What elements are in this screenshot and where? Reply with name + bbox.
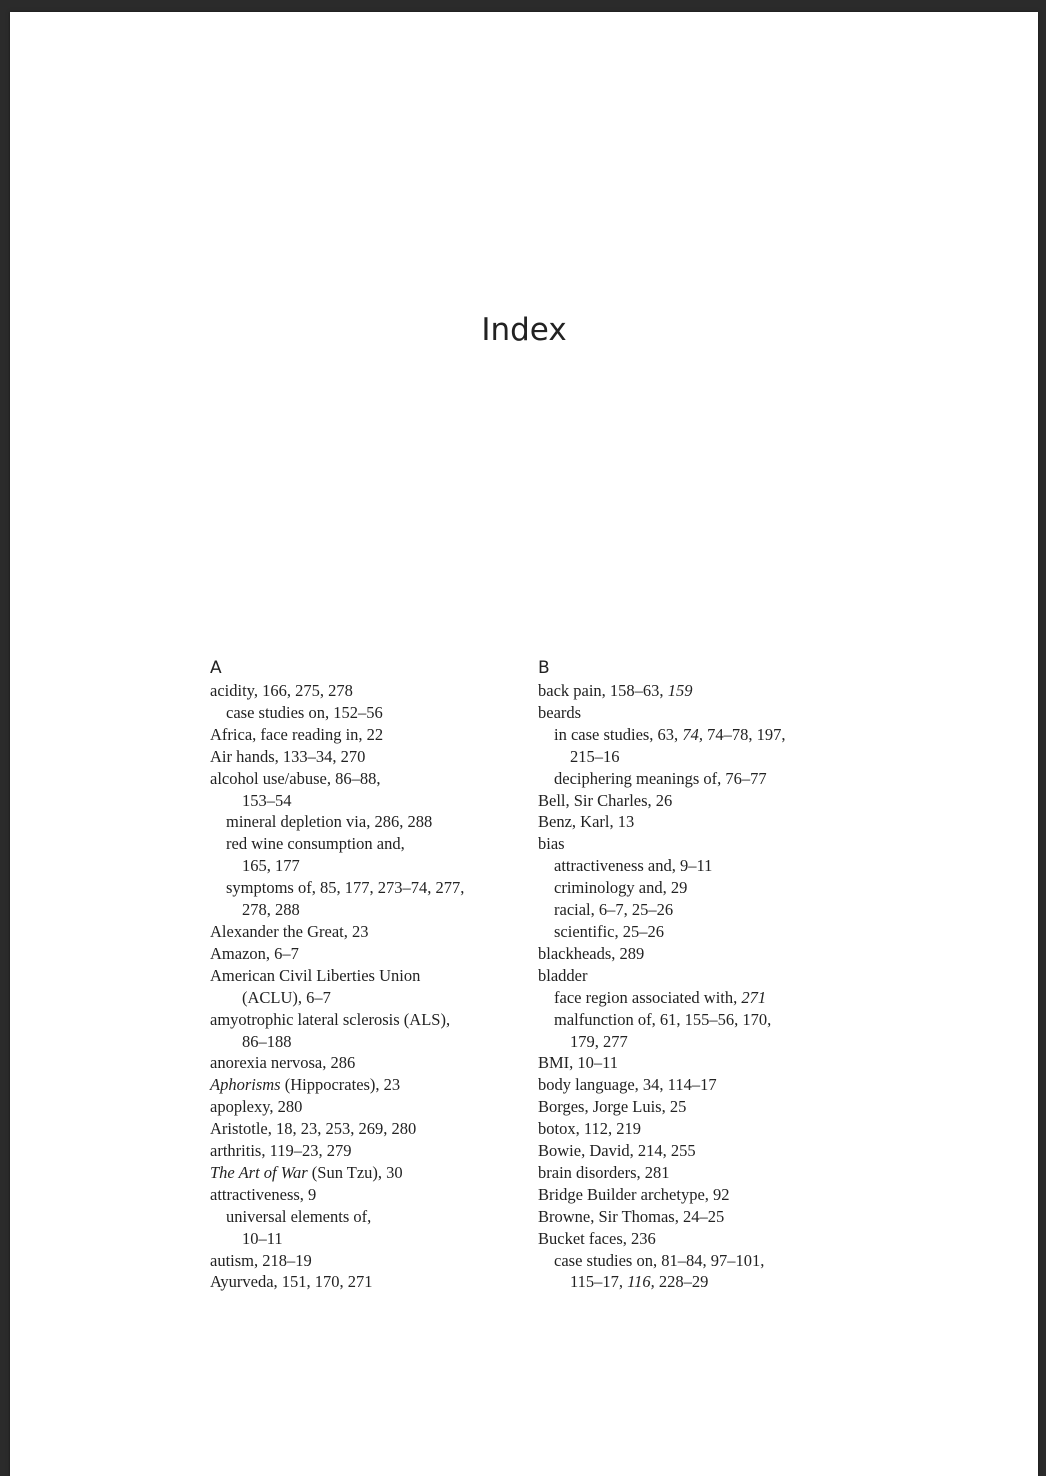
entry-text: Bridge Builder archetype, 92	[538, 1184, 730, 1204]
italic-text: 116,	[627, 1272, 655, 1292]
entry-text: case studies on, 81–84, 97–101,	[554, 1250, 765, 1270]
index-entry	[210, 1271, 510, 1293]
entry-text: red wine consumption and,	[226, 834, 405, 854]
index-subentry	[538, 921, 818, 943]
entry-text: Bell, Sir Charles, 26	[538, 790, 673, 810]
entry-text: Aristotle, 18, 23, 253, 269, 280	[210, 1119, 417, 1139]
index-subentry	[538, 768, 818, 790]
index-entry-continuation	[538, 1031, 818, 1053]
index-entry	[210, 724, 510, 746]
index-subentry	[210, 702, 510, 724]
entry-text: Borges, Jorge Luis, 25	[538, 1097, 687, 1117]
index-entry	[210, 943, 510, 965]
entry-text: beards	[538, 702, 582, 722]
index-subentry	[210, 811, 510, 833]
index-entry	[538, 1206, 818, 1228]
entry-text: acidity, 166, 275, 278	[210, 681, 353, 700]
index-subentry	[538, 724, 818, 746]
entry-text: botox, 112, 219	[538, 1119, 641, 1139]
page-title: Index	[481, 312, 567, 348]
entry-text: Amazon, 6–7	[210, 943, 299, 963]
entry-text: bias	[538, 834, 565, 854]
index-entry-continuation	[210, 790, 510, 812]
entry-text: blackheads, 289	[538, 943, 645, 963]
entry-text: 278, 288	[242, 900, 300, 920]
entry-text: Benz, Karl, 13	[538, 812, 635, 832]
index-subentry	[538, 1250, 818, 1272]
index-subentry	[538, 877, 818, 899]
entry-text: case studies on, 152–56	[226, 702, 383, 722]
index-entry	[210, 1250, 510, 1272]
index-subentry	[210, 877, 510, 899]
entry-text: mineral depletion via, 286, 288	[226, 812, 433, 832]
index-entry-continuation	[210, 899, 510, 921]
italic-text: 271	[741, 987, 767, 1007]
entry-text: malfunction of, 61, 155–56, 170,	[554, 1009, 772, 1029]
entry-text: anorexia nervosa, 286	[210, 1053, 356, 1073]
index-entry	[538, 702, 818, 724]
index-entry	[538, 811, 818, 833]
index-entry	[538, 790, 818, 812]
index-entry	[210, 680, 510, 702]
index-entry	[538, 1074, 818, 1096]
index-column-b	[538, 657, 818, 1293]
entry-text: amyotrophic lateral sclerosis (ALS),	[210, 1009, 451, 1029]
index-entries	[538, 680, 818, 1293]
index-entry-continuation	[210, 855, 510, 877]
index-entry	[210, 1162, 510, 1184]
entry-text: Ayurveda, 151, 170, 271	[210, 1272, 373, 1292]
italic-text: The Art of War	[210, 1162, 308, 1182]
entry-text: Alexander the Great, 23	[210, 921, 369, 941]
index-entry	[210, 1052, 510, 1074]
entry-text: attractiveness, 9	[210, 1184, 317, 1204]
entry-text: alcohol use/abuse, 86–88,	[210, 768, 381, 788]
entry-text: 179, 277	[570, 1031, 628, 1051]
italic-text: 159	[667, 681, 693, 700]
entry-text: back pain, 158–63,	[538, 681, 668, 700]
entry-text: 153–54	[242, 790, 292, 810]
entry-text: symptoms of, 85, 177, 273–74, 277,	[226, 878, 465, 898]
index-entry	[210, 1074, 510, 1096]
index-entry	[210, 921, 510, 943]
index-entry	[210, 746, 510, 768]
index-subentry	[210, 833, 510, 855]
index-entry	[538, 943, 818, 965]
entry-text: 74–78, 197,	[702, 724, 786, 744]
italic-text: 74,	[682, 724, 703, 744]
italic-text: Aphorisms	[210, 1075, 281, 1095]
index-subentry	[538, 899, 818, 921]
index-entry	[210, 1140, 510, 1162]
index-entry	[538, 1140, 818, 1162]
entry-text: 86–188	[242, 1031, 292, 1051]
index-entry	[210, 1184, 510, 1206]
index-entry	[538, 1228, 818, 1250]
entry-text: 215–16	[570, 746, 620, 766]
entry-text: criminology and, 29	[554, 878, 688, 898]
document-page	[10, 12, 1038, 1476]
index-entry	[538, 1096, 818, 1118]
index-subentry	[538, 987, 818, 1009]
entry-text: Air hands, 133–34, 270	[210, 746, 366, 766]
index-entry	[210, 768, 510, 790]
entry-text: racial, 6–7, 25–26	[554, 900, 674, 920]
entry-text: BMI, 10–11	[538, 1053, 619, 1073]
index-entry	[538, 833, 818, 855]
index-entry	[210, 1118, 510, 1140]
entry-text: 165, 177	[242, 856, 300, 876]
index-entry	[538, 1052, 818, 1074]
entry-text: in case studies, 63,	[554, 724, 683, 744]
entry-text: American Civil Liberties Union	[210, 965, 421, 985]
index-subentry	[538, 855, 818, 877]
entry-text: (ACLU), 6–7	[242, 987, 331, 1007]
index-entry	[210, 1096, 510, 1118]
entry-text: brain disorders, 281	[538, 1162, 670, 1182]
index-entry	[538, 965, 818, 987]
index-entry-continuation	[210, 1031, 510, 1053]
entry-text: scientific, 25–26	[554, 921, 664, 941]
section-letter: B	[538, 658, 550, 678]
index-entry	[538, 1118, 818, 1140]
index-entry-continuation	[538, 1271, 818, 1293]
entry-text: deciphering meanings of, 76–77	[554, 768, 767, 788]
index-entries	[210, 680, 510, 1293]
index-entry	[538, 1162, 818, 1184]
entry-text: attractiveness and, 9–11	[554, 856, 713, 876]
entry-text: arthritis, 119–23, 279	[210, 1141, 352, 1161]
entry-text: (Sun Tzu), 30	[307, 1162, 403, 1182]
index-entry-continuation	[210, 1228, 510, 1250]
entry-text: face region associated with,	[554, 987, 742, 1007]
index-entry-continuation	[210, 987, 510, 1009]
entry-text: Bowie, David, 214, 255	[538, 1141, 696, 1161]
index-column-a	[210, 657, 510, 1293]
index-subentry	[210, 1206, 510, 1228]
entry-text: Bucket faces, 236	[538, 1228, 656, 1248]
entry-text: apoplexy, 280	[210, 1097, 303, 1117]
entry-text: 228–29	[654, 1272, 709, 1292]
entry-text: (Hippocrates), 23	[280, 1075, 401, 1095]
entry-text: autism, 218–19	[210, 1250, 312, 1270]
entry-text: body language, 34, 114–17	[538, 1075, 717, 1095]
entry-text: 115–17,	[570, 1272, 628, 1292]
index-entry-continuation	[538, 746, 818, 768]
section-letter: A	[210, 658, 222, 678]
index-entry	[538, 1184, 818, 1206]
entry-text: bladder	[538, 965, 588, 985]
entry-text: 10–11	[242, 1228, 283, 1248]
index-entry	[538, 680, 818, 702]
index-entry	[210, 1009, 510, 1031]
entry-text: universal elements of,	[226, 1206, 372, 1226]
index-entry	[210, 965, 510, 987]
entry-text: Browne, Sir Thomas, 24–25	[538, 1206, 725, 1226]
index-subentry	[538, 1009, 818, 1031]
entry-text: Africa, face reading in, 22	[210, 724, 384, 744]
